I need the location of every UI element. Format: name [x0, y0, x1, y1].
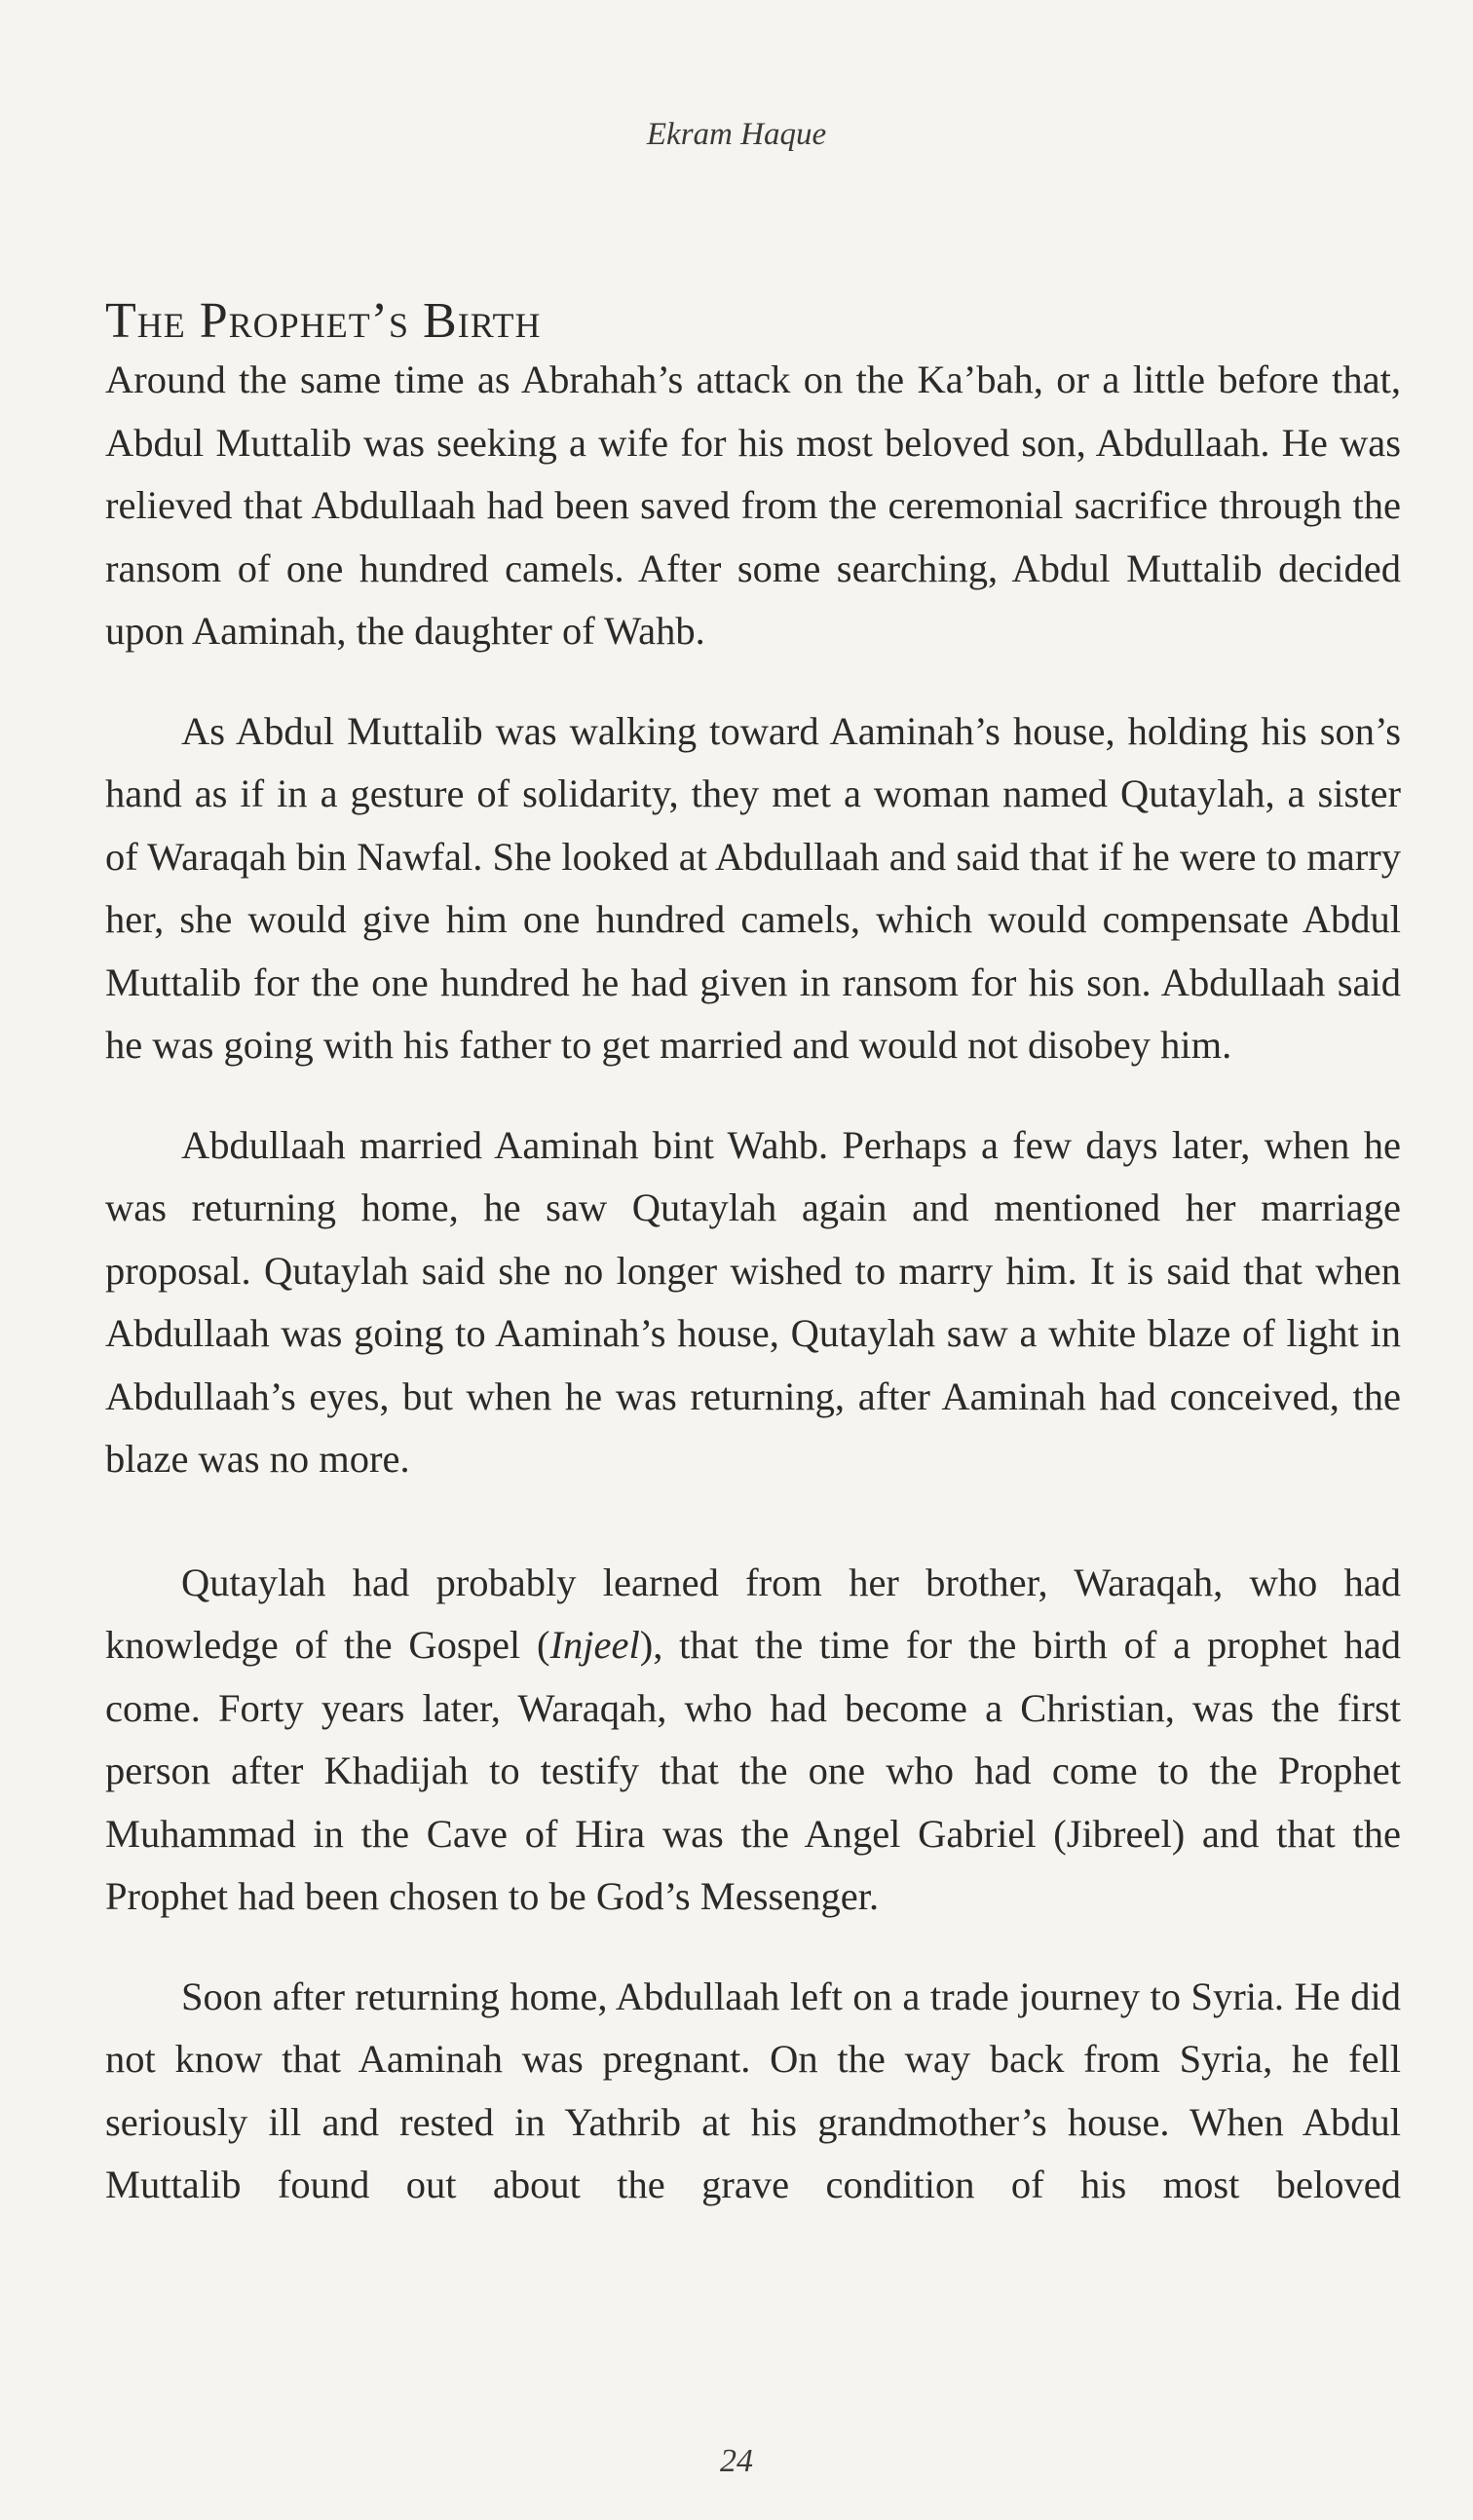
running-header-author: Ekram Haque — [646, 117, 827, 152]
paragraph-3: Abdullaah married Aaminah bint Wahb. Perhaps a few days later, when he was returning home, he saw Qutaylah again and mentioned her marriage proposal. Qutaylah said she no longer wished to marry him. It is said that when Abdullaah was going to Aaminah’s house, Qutaylah saw a white blaze of light in Abdullaah’s eyes, but when he was returning, after Aaminah had conceived, the blaze was no more. — [105, 1122, 1401, 1481]
paragraph-1: Around the same time as Abrahah’s attack on the Ka’bah, or a little before that, Abdul Muttalib was seeking a wife for his most beloved son, Abdullaah. He was relieved that Abdullaah had been saved from the ceremonial sacrifice through the ransom of one hundred camels. After some searching, Abdul Muttalib decided upon Aaminah, the daughter of Wahb. — [105, 357, 1401, 653]
chapter-title: The Prophet’s Birth — [105, 293, 542, 349]
paragraph-4-text-before: Qutaylah had probably learned from her brother, Waraqah, who had knowledge of the Gospel ( — [105, 1560, 1401, 1667]
paragraph-2: As Abdul Muttalib was walking toward Aaminah’s house, holding his son’s hand as if in a gesture of solidarity, they met a woman named Qutaylah, a sister of Waraqah bin Nawfal. She looked at Abdullaah and said that if he were to marry her, she would give him one hundred camels, which would compensate Abdul Muttalib for the one hundred he had given in ransom for his son. Abdullaah said he was going with his father to get married and would not disobey him. — [105, 708, 1401, 1067]
paragraph-4-text-after: ), that the time for the birth of a prophet had come. Forty years later, Waraqah, who had become a Christian, was the first person after Khadijah to testify that the one who had come to the Prophet Muhammad in the Cave of Hira was the Angel Gabriel (Jibreel) and that the Prophet had been chosen to be God’s Messenger. — [105, 1623, 1401, 1918]
paragraph-5: Soon after returning home, Abdullaah left on a trade journey to Syria. He did not know that Aaminah was pregnant. On the way back from Syria, he fell seriously ill and rested in Yathrib at his grandmother’s house. When Abdul Muttalib found out about the grave condition of his most beloved — [105, 1974, 1401, 2206]
body-text — [105, 349, 1401, 2217]
paragraph-4 — [105, 1552, 1401, 1929]
page-number: 24 — [720, 2443, 753, 2479]
paragraph-4-emphasis: Injeel — [549, 1623, 640, 1667]
